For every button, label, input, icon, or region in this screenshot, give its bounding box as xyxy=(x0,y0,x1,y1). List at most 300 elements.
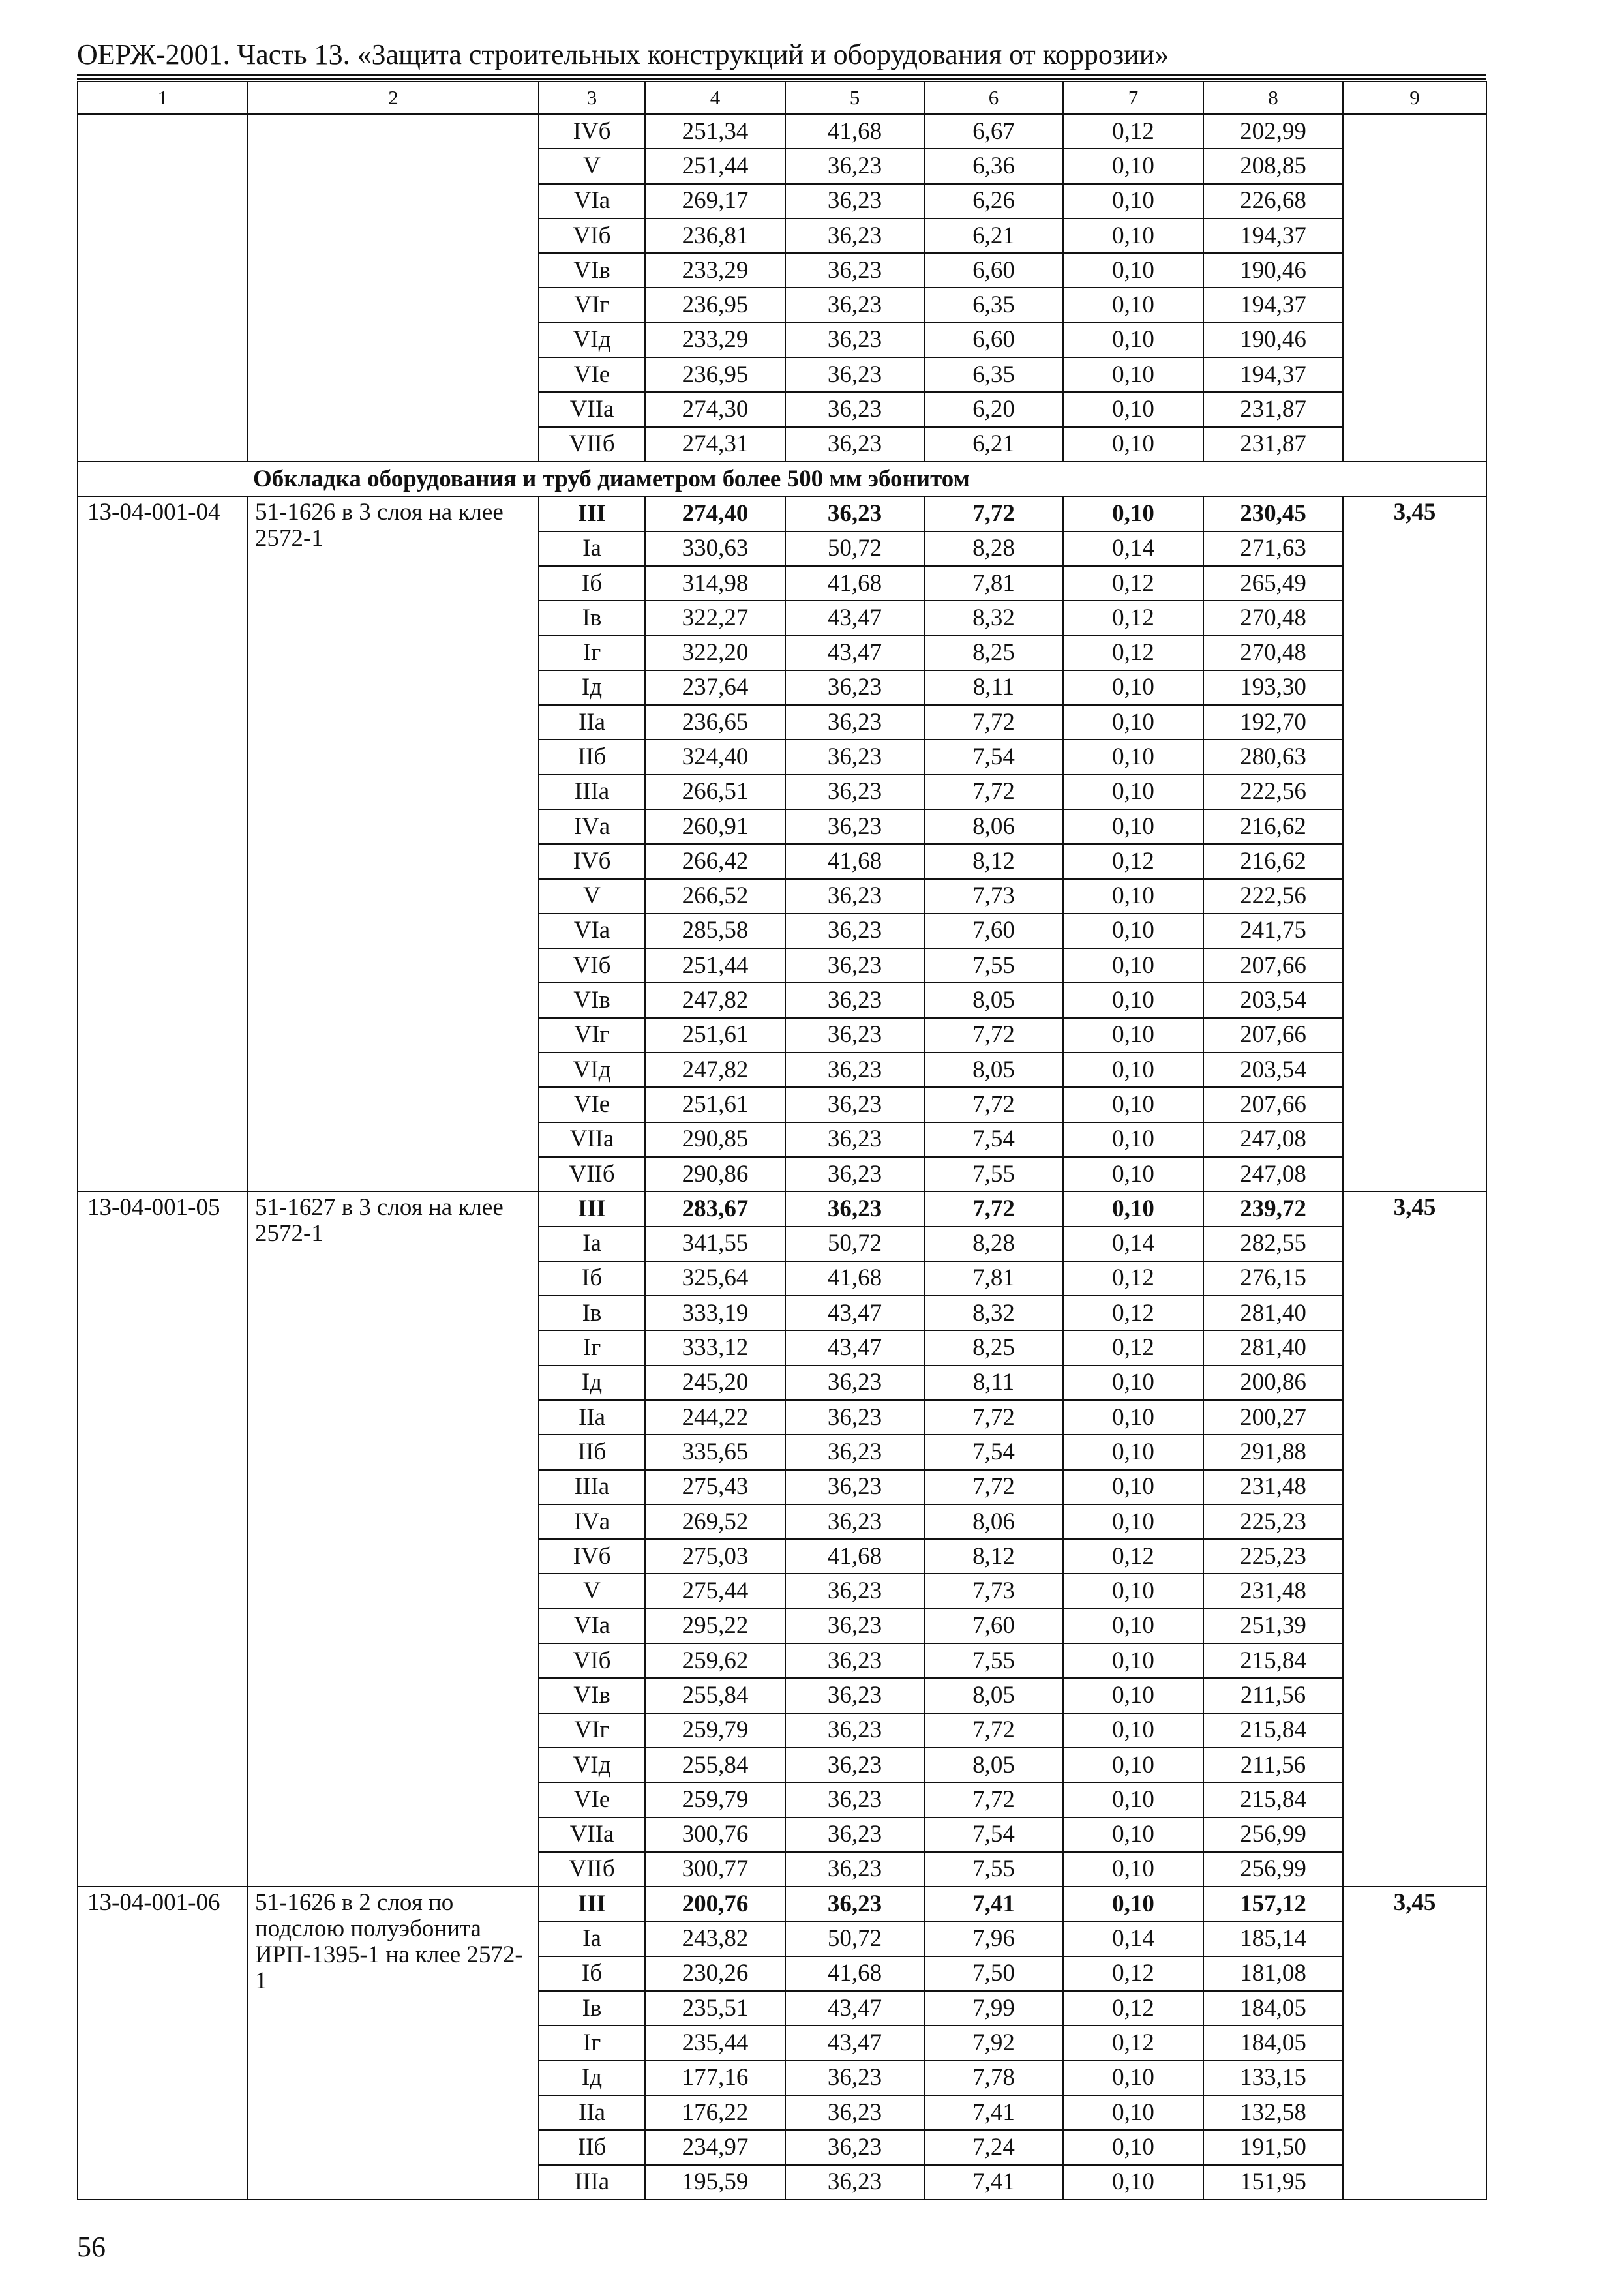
materials-cost-cell: 256,99 xyxy=(1203,1818,1343,1852)
direct-cost-cell: 266,42 xyxy=(645,844,785,878)
machine-cost-cell: 8,11 xyxy=(924,1366,1063,1400)
machine-cost-cell: 7,72 xyxy=(924,1713,1063,1748)
direct-cost-cell: 251,61 xyxy=(645,1087,785,1122)
zone-cell: VIв xyxy=(539,1678,645,1713)
wages-cell: 36,23 xyxy=(785,1400,924,1435)
materials-cost-cell: 192,70 xyxy=(1203,705,1343,740)
column-number-cell: 7 xyxy=(1063,82,1203,114)
table-row xyxy=(78,496,1486,531)
wages-cell: 36,23 xyxy=(785,809,924,844)
rates-table-body xyxy=(78,82,1486,2200)
machine-cost-cell: 7,81 xyxy=(924,1261,1063,1296)
machine-cost-cell: 7,72 xyxy=(924,775,1063,809)
wages-cell: 36,23 xyxy=(785,1887,924,1921)
direct-cost-cell: 251,44 xyxy=(645,948,785,983)
machine-cost-cell: 6,26 xyxy=(924,184,1063,218)
machine-cost-cell: 7,24 xyxy=(924,2130,1063,2164)
machine-cost-cell: 7,60 xyxy=(924,914,1063,948)
materials-cost-cell: 247,08 xyxy=(1203,1157,1343,1191)
materials-cost-cell: 216,62 xyxy=(1203,809,1343,844)
wages-cell: 36,23 xyxy=(785,2165,924,2200)
zone-cell: III xyxy=(539,496,645,531)
direct-cost-cell: 285,58 xyxy=(645,914,785,948)
machine-cost-cell: 7,72 xyxy=(924,1470,1063,1504)
operator-wages-cell: 0,10 xyxy=(1063,1157,1203,1191)
header-rule-double xyxy=(77,78,1486,80)
wages-cell: 36,23 xyxy=(785,914,924,948)
machine-cost-cell: 8,28 xyxy=(924,531,1063,566)
zone-cell: VIIб xyxy=(539,427,645,462)
machine-cost-cell: 7,72 xyxy=(924,1191,1063,1226)
direct-cost-cell: 233,29 xyxy=(645,323,785,357)
operator-wages-cell: 0,10 xyxy=(1063,392,1203,426)
direct-cost-cell: 300,77 xyxy=(645,1852,785,1887)
wages-cell: 36,23 xyxy=(785,392,924,426)
zone-cell: Iб xyxy=(539,1956,645,1991)
machine-cost-cell: 7,50 xyxy=(924,1956,1063,1991)
materials-cost-cell: 280,63 xyxy=(1203,740,1343,774)
direct-cost-cell: 324,40 xyxy=(645,740,785,774)
zone-cell: VIа xyxy=(539,184,645,218)
machine-cost-cell: 6,20 xyxy=(924,392,1063,426)
materials-cost-cell: 203,54 xyxy=(1203,1053,1343,1087)
machine-cost-cell: 7,54 xyxy=(924,1818,1063,1852)
direct-cost-cell: 341,55 xyxy=(645,1227,785,1261)
zone-cell: IVа xyxy=(539,1504,645,1539)
direct-cost-cell: 255,84 xyxy=(645,1748,785,1782)
zone-cell: IIIа xyxy=(539,1470,645,1504)
operator-wages-cell: 0,10 xyxy=(1063,775,1203,809)
operator-wages-cell: 0,10 xyxy=(1063,184,1203,218)
machine-cost-cell: 8,25 xyxy=(924,635,1063,670)
direct-cost-cell: 259,79 xyxy=(645,1782,785,1817)
operator-wages-cell: 0,10 xyxy=(1063,1782,1203,1817)
wages-cell: 36,23 xyxy=(785,253,924,288)
zone-cell: Iг xyxy=(539,635,645,670)
wages-cell: 36,23 xyxy=(785,1609,924,1643)
operator-wages-cell: 0,10 xyxy=(1063,1366,1203,1400)
direct-cost-cell: 333,19 xyxy=(645,1296,785,1330)
machine-cost-cell: 7,55 xyxy=(924,1157,1063,1191)
operator-wages-cell: 0,10 xyxy=(1063,983,1203,1017)
zone-cell: Iв xyxy=(539,1991,645,2026)
wages-cell: 41,68 xyxy=(785,1539,924,1574)
column-number-cell: 6 xyxy=(924,82,1063,114)
operator-wages-cell: 0,10 xyxy=(1063,670,1203,705)
materials-cost-cell: 215,84 xyxy=(1203,1782,1343,1817)
machine-cost-cell: 7,78 xyxy=(924,2061,1063,2095)
machine-cost-cell: 6,21 xyxy=(924,218,1063,253)
materials-cost-cell: 231,48 xyxy=(1203,1574,1343,1608)
materials-cost-cell: 194,37 xyxy=(1203,357,1343,392)
operator-wages-cell: 0,10 xyxy=(1063,1852,1203,1887)
machine-cost-cell: 8,05 xyxy=(924,983,1063,1017)
direct-cost-cell: 325,64 xyxy=(645,1261,785,1296)
zone-cell: VIд xyxy=(539,1053,645,1087)
operator-wages-cell: 0,10 xyxy=(1063,2130,1203,2164)
machine-cost-cell: 7,99 xyxy=(924,1991,1063,2026)
wages-cell: 36,23 xyxy=(785,2130,924,2164)
norm-rate: 3,45 xyxy=(1343,496,1486,1191)
direct-cost-cell: 274,40 xyxy=(645,496,785,531)
machine-cost-cell: 7,73 xyxy=(924,879,1063,914)
materials-cost-cell: 230,45 xyxy=(1203,496,1343,531)
materials-cost-cell: 151,95 xyxy=(1203,2165,1343,2200)
materials-cost-cell: 184,05 xyxy=(1203,1991,1343,2026)
operator-wages-cell: 0,14 xyxy=(1063,531,1203,566)
direct-cost-cell: 236,65 xyxy=(645,705,785,740)
direct-cost-cell: 195,59 xyxy=(645,2165,785,2200)
zone-cell: VIг xyxy=(539,1018,645,1053)
materials-cost-cell: 185,14 xyxy=(1203,1921,1343,1956)
wages-cell: 43,47 xyxy=(785,1991,924,2026)
zone-cell: V xyxy=(539,879,645,914)
zone-cell: IIIа xyxy=(539,2165,645,2200)
description-cell xyxy=(248,114,539,462)
direct-cost-cell: 200,76 xyxy=(645,1887,785,1921)
direct-cost-cell: 259,79 xyxy=(645,1713,785,1748)
zone-cell: Iа xyxy=(539,1227,645,1261)
operator-wages-cell: 0,10 xyxy=(1063,253,1203,288)
materials-cost-cell: 200,86 xyxy=(1203,1366,1343,1400)
direct-cost-cell: 322,20 xyxy=(645,635,785,670)
direct-cost-cell: 244,22 xyxy=(645,1400,785,1435)
norm-description: 51-1627 в 3 слоя на клее 2572-1 xyxy=(248,1191,539,1887)
zone-cell: VIв xyxy=(539,253,645,288)
materials-cost-cell: 157,12 xyxy=(1203,1887,1343,1921)
zone-cell: IVб xyxy=(539,114,645,149)
materials-cost-cell: 226,68 xyxy=(1203,184,1343,218)
wages-cell: 36,23 xyxy=(785,1818,924,1852)
direct-cost-cell: 274,30 xyxy=(645,392,785,426)
wages-cell: 36,23 xyxy=(785,670,924,705)
zone-cell: Iа xyxy=(539,1921,645,1956)
direct-cost-cell: 234,97 xyxy=(645,2130,785,2164)
materials-cost-cell: 225,23 xyxy=(1203,1504,1343,1539)
machine-cost-cell: 8,06 xyxy=(924,809,1063,844)
direct-cost-cell: 260,91 xyxy=(645,809,785,844)
materials-cost-cell: 132,58 xyxy=(1203,2095,1343,2130)
materials-cost-cell: 208,85 xyxy=(1203,149,1343,183)
wages-cell: 36,23 xyxy=(785,1122,924,1157)
direct-cost-cell: 275,43 xyxy=(645,1470,785,1504)
operator-wages-cell: 0,10 xyxy=(1063,809,1203,844)
operator-wages-cell: 0,10 xyxy=(1063,218,1203,253)
zone-cell: VIа xyxy=(539,914,645,948)
operator-wages-cell: 0,14 xyxy=(1063,1227,1203,1261)
operator-wages-cell: 0,10 xyxy=(1063,496,1203,531)
wages-cell: 36,23 xyxy=(785,427,924,462)
wages-cell: 43,47 xyxy=(785,601,924,635)
machine-cost-cell: 6,67 xyxy=(924,114,1063,149)
materials-cost-cell: 270,48 xyxy=(1203,635,1343,670)
operator-wages-cell: 0,10 xyxy=(1063,1435,1203,1469)
materials-cost-cell: 133,15 xyxy=(1203,2061,1343,2095)
direct-cost-cell: 236,81 xyxy=(645,218,785,253)
rate-cell xyxy=(1343,114,1486,462)
wages-cell: 36,23 xyxy=(785,983,924,1017)
norm-code: 13-04-001-05 xyxy=(78,1191,248,1887)
zone-cell: IIа xyxy=(539,705,645,740)
operator-wages-cell: 0,12 xyxy=(1063,844,1203,878)
machine-cost-cell: 7,55 xyxy=(924,948,1063,983)
zone-cell: Iг xyxy=(539,2026,645,2060)
operator-wages-cell: 0,10 xyxy=(1063,1018,1203,1053)
page-header: ОЕРЖ-2001. Часть 13. «Защита строительных конструкций и оборудования от коррозии» xyxy=(77,38,1169,70)
machine-cost-cell: 7,72 xyxy=(924,705,1063,740)
wages-cell: 36,23 xyxy=(785,948,924,983)
operator-wages-cell: 0,10 xyxy=(1063,2061,1203,2095)
materials-cost-cell: 265,49 xyxy=(1203,566,1343,601)
wages-cell: 36,23 xyxy=(785,149,924,183)
operator-wages-cell: 0,10 xyxy=(1063,1713,1203,1748)
materials-cost-cell: 215,84 xyxy=(1203,1643,1343,1678)
machine-cost-cell: 7,55 xyxy=(924,1852,1063,1887)
machine-cost-cell: 7,72 xyxy=(924,1782,1063,1817)
materials-cost-cell: 270,48 xyxy=(1203,601,1343,635)
operator-wages-cell: 0,12 xyxy=(1063,2026,1203,2060)
direct-cost-cell: 233,29 xyxy=(645,253,785,288)
norm-description: 51-1626 в 2 слоя по подслою полуэбонита ИРП-1395-1 на клее 2572-1 xyxy=(248,1887,539,2200)
operator-wages-cell: 0,12 xyxy=(1063,1956,1203,1991)
direct-cost-cell: 230,26 xyxy=(645,1956,785,1991)
direct-cost-cell: 335,65 xyxy=(645,1435,785,1469)
code-cell xyxy=(78,114,248,462)
operator-wages-cell: 0,12 xyxy=(1063,635,1203,670)
wages-cell: 41,68 xyxy=(785,1261,924,1296)
direct-cost-cell: 290,85 xyxy=(645,1122,785,1157)
wages-cell: 36,23 xyxy=(785,740,924,774)
zone-cell: VIе xyxy=(539,357,645,392)
machine-cost-cell: 8,25 xyxy=(924,1330,1063,1365)
direct-cost-cell: 266,52 xyxy=(645,879,785,914)
machine-cost-cell: 6,21 xyxy=(924,427,1063,462)
operator-wages-cell: 0,10 xyxy=(1063,1574,1203,1608)
rates-table-container xyxy=(77,81,1486,2200)
wages-cell: 36,23 xyxy=(785,775,924,809)
operator-wages-cell: 0,10 xyxy=(1063,357,1203,392)
machine-cost-cell: 7,54 xyxy=(924,1122,1063,1157)
materials-cost-cell: 276,15 xyxy=(1203,1261,1343,1296)
operator-wages-cell: 0,12 xyxy=(1063,1330,1203,1365)
direct-cost-cell: 251,61 xyxy=(645,1018,785,1053)
materials-cost-cell: 231,48 xyxy=(1203,1470,1343,1504)
materials-cost-cell: 282,55 xyxy=(1203,1227,1343,1261)
norm-code: 13-04-001-04 xyxy=(78,496,248,1191)
zone-cell: VIб xyxy=(539,218,645,253)
direct-cost-cell: 314,98 xyxy=(645,566,785,601)
machine-cost-cell: 8,32 xyxy=(924,601,1063,635)
materials-cost-cell: 247,08 xyxy=(1203,1122,1343,1157)
wages-cell: 41,68 xyxy=(785,1956,924,1991)
materials-cost-cell: 281,40 xyxy=(1203,1296,1343,1330)
wages-cell: 36,23 xyxy=(785,288,924,322)
wages-cell: 36,23 xyxy=(785,1713,924,1748)
operator-wages-cell: 0,10 xyxy=(1063,149,1203,183)
machine-cost-cell: 8,12 xyxy=(924,1539,1063,1574)
machine-cost-cell: 8,11 xyxy=(924,670,1063,705)
zone-cell: VIе xyxy=(539,1087,645,1122)
table-row xyxy=(78,114,1486,149)
direct-cost-cell: 243,82 xyxy=(645,1921,785,1956)
zone-cell: VIIб xyxy=(539,1157,645,1191)
operator-wages-cell: 0,10 xyxy=(1063,1400,1203,1435)
operator-wages-cell: 0,12 xyxy=(1063,1539,1203,1574)
norm-rate: 3,45 xyxy=(1343,1887,1486,2200)
column-number-cell: 2 xyxy=(248,82,539,114)
zone-cell: VIб xyxy=(539,1643,645,1678)
direct-cost-cell: 300,76 xyxy=(645,1818,785,1852)
operator-wages-cell: 0,10 xyxy=(1063,740,1203,774)
direct-cost-cell: 275,03 xyxy=(645,1539,785,1574)
machine-cost-cell: 7,73 xyxy=(924,1574,1063,1608)
materials-cost-cell: 194,37 xyxy=(1203,288,1343,322)
direct-cost-cell: 176,22 xyxy=(645,2095,785,2130)
materials-cost-cell: 207,66 xyxy=(1203,1087,1343,1122)
table-row xyxy=(78,1191,1486,1226)
zone-cell: VIIа xyxy=(539,1122,645,1157)
direct-cost-cell: 236,95 xyxy=(645,288,785,322)
machine-cost-cell: 8,05 xyxy=(924,1748,1063,1782)
wages-cell: 36,23 xyxy=(785,1504,924,1539)
wages-cell: 36,23 xyxy=(785,1643,924,1678)
direct-cost-cell: 330,63 xyxy=(645,531,785,566)
direct-cost-cell: 235,51 xyxy=(645,1991,785,2026)
materials-cost-cell: 251,39 xyxy=(1203,1609,1343,1643)
zone-cell: Iв xyxy=(539,1296,645,1330)
direct-cost-cell: 237,64 xyxy=(645,670,785,705)
norm-rate: 3,45 xyxy=(1343,1191,1486,1887)
direct-cost-cell: 236,95 xyxy=(645,357,785,392)
wages-cell: 50,72 xyxy=(785,531,924,566)
zone-cell: V xyxy=(539,149,645,183)
operator-wages-cell: 0,10 xyxy=(1063,1122,1203,1157)
zone-cell: VIIа xyxy=(539,392,645,426)
zone-cell: VIа xyxy=(539,1609,645,1643)
materials-cost-cell: 207,66 xyxy=(1203,948,1343,983)
wages-cell: 36,23 xyxy=(785,1678,924,1713)
wages-cell: 43,47 xyxy=(785,635,924,670)
materials-cost-cell: 256,99 xyxy=(1203,1852,1343,1887)
machine-cost-cell: 7,54 xyxy=(924,740,1063,774)
materials-cost-cell: 241,75 xyxy=(1203,914,1343,948)
rates-table xyxy=(77,81,1487,2200)
machine-cost-cell: 7,81 xyxy=(924,566,1063,601)
operator-wages-cell: 0,10 xyxy=(1063,2165,1203,2200)
materials-cost-cell: 231,87 xyxy=(1203,392,1343,426)
zone-cell: III xyxy=(539,1887,645,1921)
materials-cost-cell: 190,46 xyxy=(1203,253,1343,288)
machine-cost-cell: 8,32 xyxy=(924,1296,1063,1330)
direct-cost-cell: 266,51 xyxy=(645,775,785,809)
machine-cost-cell: 7,92 xyxy=(924,2026,1063,2060)
machine-cost-cell: 8,28 xyxy=(924,1227,1063,1261)
operator-wages-cell: 0,10 xyxy=(1063,879,1203,914)
machine-cost-cell: 6,36 xyxy=(924,149,1063,183)
zone-cell: VIг xyxy=(539,1713,645,1748)
operator-wages-cell: 0,10 xyxy=(1063,1609,1203,1643)
machine-cost-cell: 7,96 xyxy=(924,1921,1063,1956)
wages-cell: 50,72 xyxy=(785,1227,924,1261)
wages-cell: 36,23 xyxy=(785,705,924,740)
materials-cost-cell: 181,08 xyxy=(1203,1956,1343,1991)
operator-wages-cell: 0,12 xyxy=(1063,1261,1203,1296)
materials-cost-cell: 291,88 xyxy=(1203,1435,1343,1469)
zone-cell: Iб xyxy=(539,566,645,601)
materials-cost-cell: 222,56 xyxy=(1203,775,1343,809)
wages-cell: 36,23 xyxy=(785,1435,924,1469)
operator-wages-cell: 0,10 xyxy=(1063,1087,1203,1122)
wages-cell: 36,23 xyxy=(785,1053,924,1087)
direct-cost-cell: 322,27 xyxy=(645,601,785,635)
machine-cost-cell: 7,72 xyxy=(924,1087,1063,1122)
machine-cost-cell: 7,72 xyxy=(924,496,1063,531)
machine-cost-cell: 7,41 xyxy=(924,1887,1063,1921)
zone-cell: Iа xyxy=(539,531,645,566)
materials-cost-cell: 215,84 xyxy=(1203,1713,1343,1748)
wages-cell: 36,23 xyxy=(785,2095,924,2130)
operator-wages-cell: 0,14 xyxy=(1063,1921,1203,1956)
direct-cost-cell: 290,86 xyxy=(645,1157,785,1191)
direct-cost-cell: 295,22 xyxy=(645,1609,785,1643)
materials-cost-cell: 203,54 xyxy=(1203,983,1343,1017)
materials-cost-cell: 193,30 xyxy=(1203,670,1343,705)
materials-cost-cell: 225,23 xyxy=(1203,1539,1343,1574)
zone-cell: VIIб xyxy=(539,1852,645,1887)
materials-cost-cell: 191,50 xyxy=(1203,2130,1343,2164)
direct-cost-cell: 259,62 xyxy=(645,1643,785,1678)
wages-cell: 36,23 xyxy=(785,1748,924,1782)
operator-wages-cell: 0,10 xyxy=(1063,427,1203,462)
operator-wages-cell: 0,10 xyxy=(1063,948,1203,983)
operator-wages-cell: 0,10 xyxy=(1063,1887,1203,1921)
column-number-cell: 5 xyxy=(785,82,924,114)
operator-wages-cell: 0,10 xyxy=(1063,705,1203,740)
operator-wages-cell: 0,12 xyxy=(1063,114,1203,149)
zone-cell: VIг xyxy=(539,288,645,322)
wages-cell: 36,23 xyxy=(785,357,924,392)
machine-cost-cell: 7,72 xyxy=(924,1018,1063,1053)
zone-cell: IVа xyxy=(539,809,645,844)
materials-cost-cell: 211,56 xyxy=(1203,1748,1343,1782)
wages-cell: 41,68 xyxy=(785,566,924,601)
wages-cell: 50,72 xyxy=(785,1921,924,1956)
materials-cost-cell: 211,56 xyxy=(1203,1678,1343,1713)
zone-cell: Iв xyxy=(539,601,645,635)
materials-cost-cell: 231,87 xyxy=(1203,427,1343,462)
wages-cell: 36,23 xyxy=(785,1087,924,1122)
wages-cell: 36,23 xyxy=(785,879,924,914)
operator-wages-cell: 0,10 xyxy=(1063,323,1203,357)
wages-cell: 41,68 xyxy=(785,844,924,878)
wages-cell: 36,23 xyxy=(785,218,924,253)
materials-cost-cell: 222,56 xyxy=(1203,879,1343,914)
materials-cost-cell: 207,66 xyxy=(1203,1018,1343,1053)
wages-cell: 36,23 xyxy=(785,1852,924,1887)
zone-cell: Iб xyxy=(539,1261,645,1296)
direct-cost-cell: 251,34 xyxy=(645,114,785,149)
zone-cell: IIб xyxy=(539,2130,645,2164)
machine-cost-cell: 8,12 xyxy=(924,844,1063,878)
wages-cell: 36,23 xyxy=(785,1366,924,1400)
norm-code: 13-04-001-06 xyxy=(78,1887,248,2200)
operator-wages-cell: 0,12 xyxy=(1063,601,1203,635)
direct-cost-cell: 235,44 xyxy=(645,2026,785,2060)
machine-cost-cell: 7,41 xyxy=(924,2165,1063,2200)
zone-cell: VIв xyxy=(539,983,645,1017)
materials-cost-cell: 200,27 xyxy=(1203,1400,1343,1435)
wages-cell: 36,23 xyxy=(785,1157,924,1191)
